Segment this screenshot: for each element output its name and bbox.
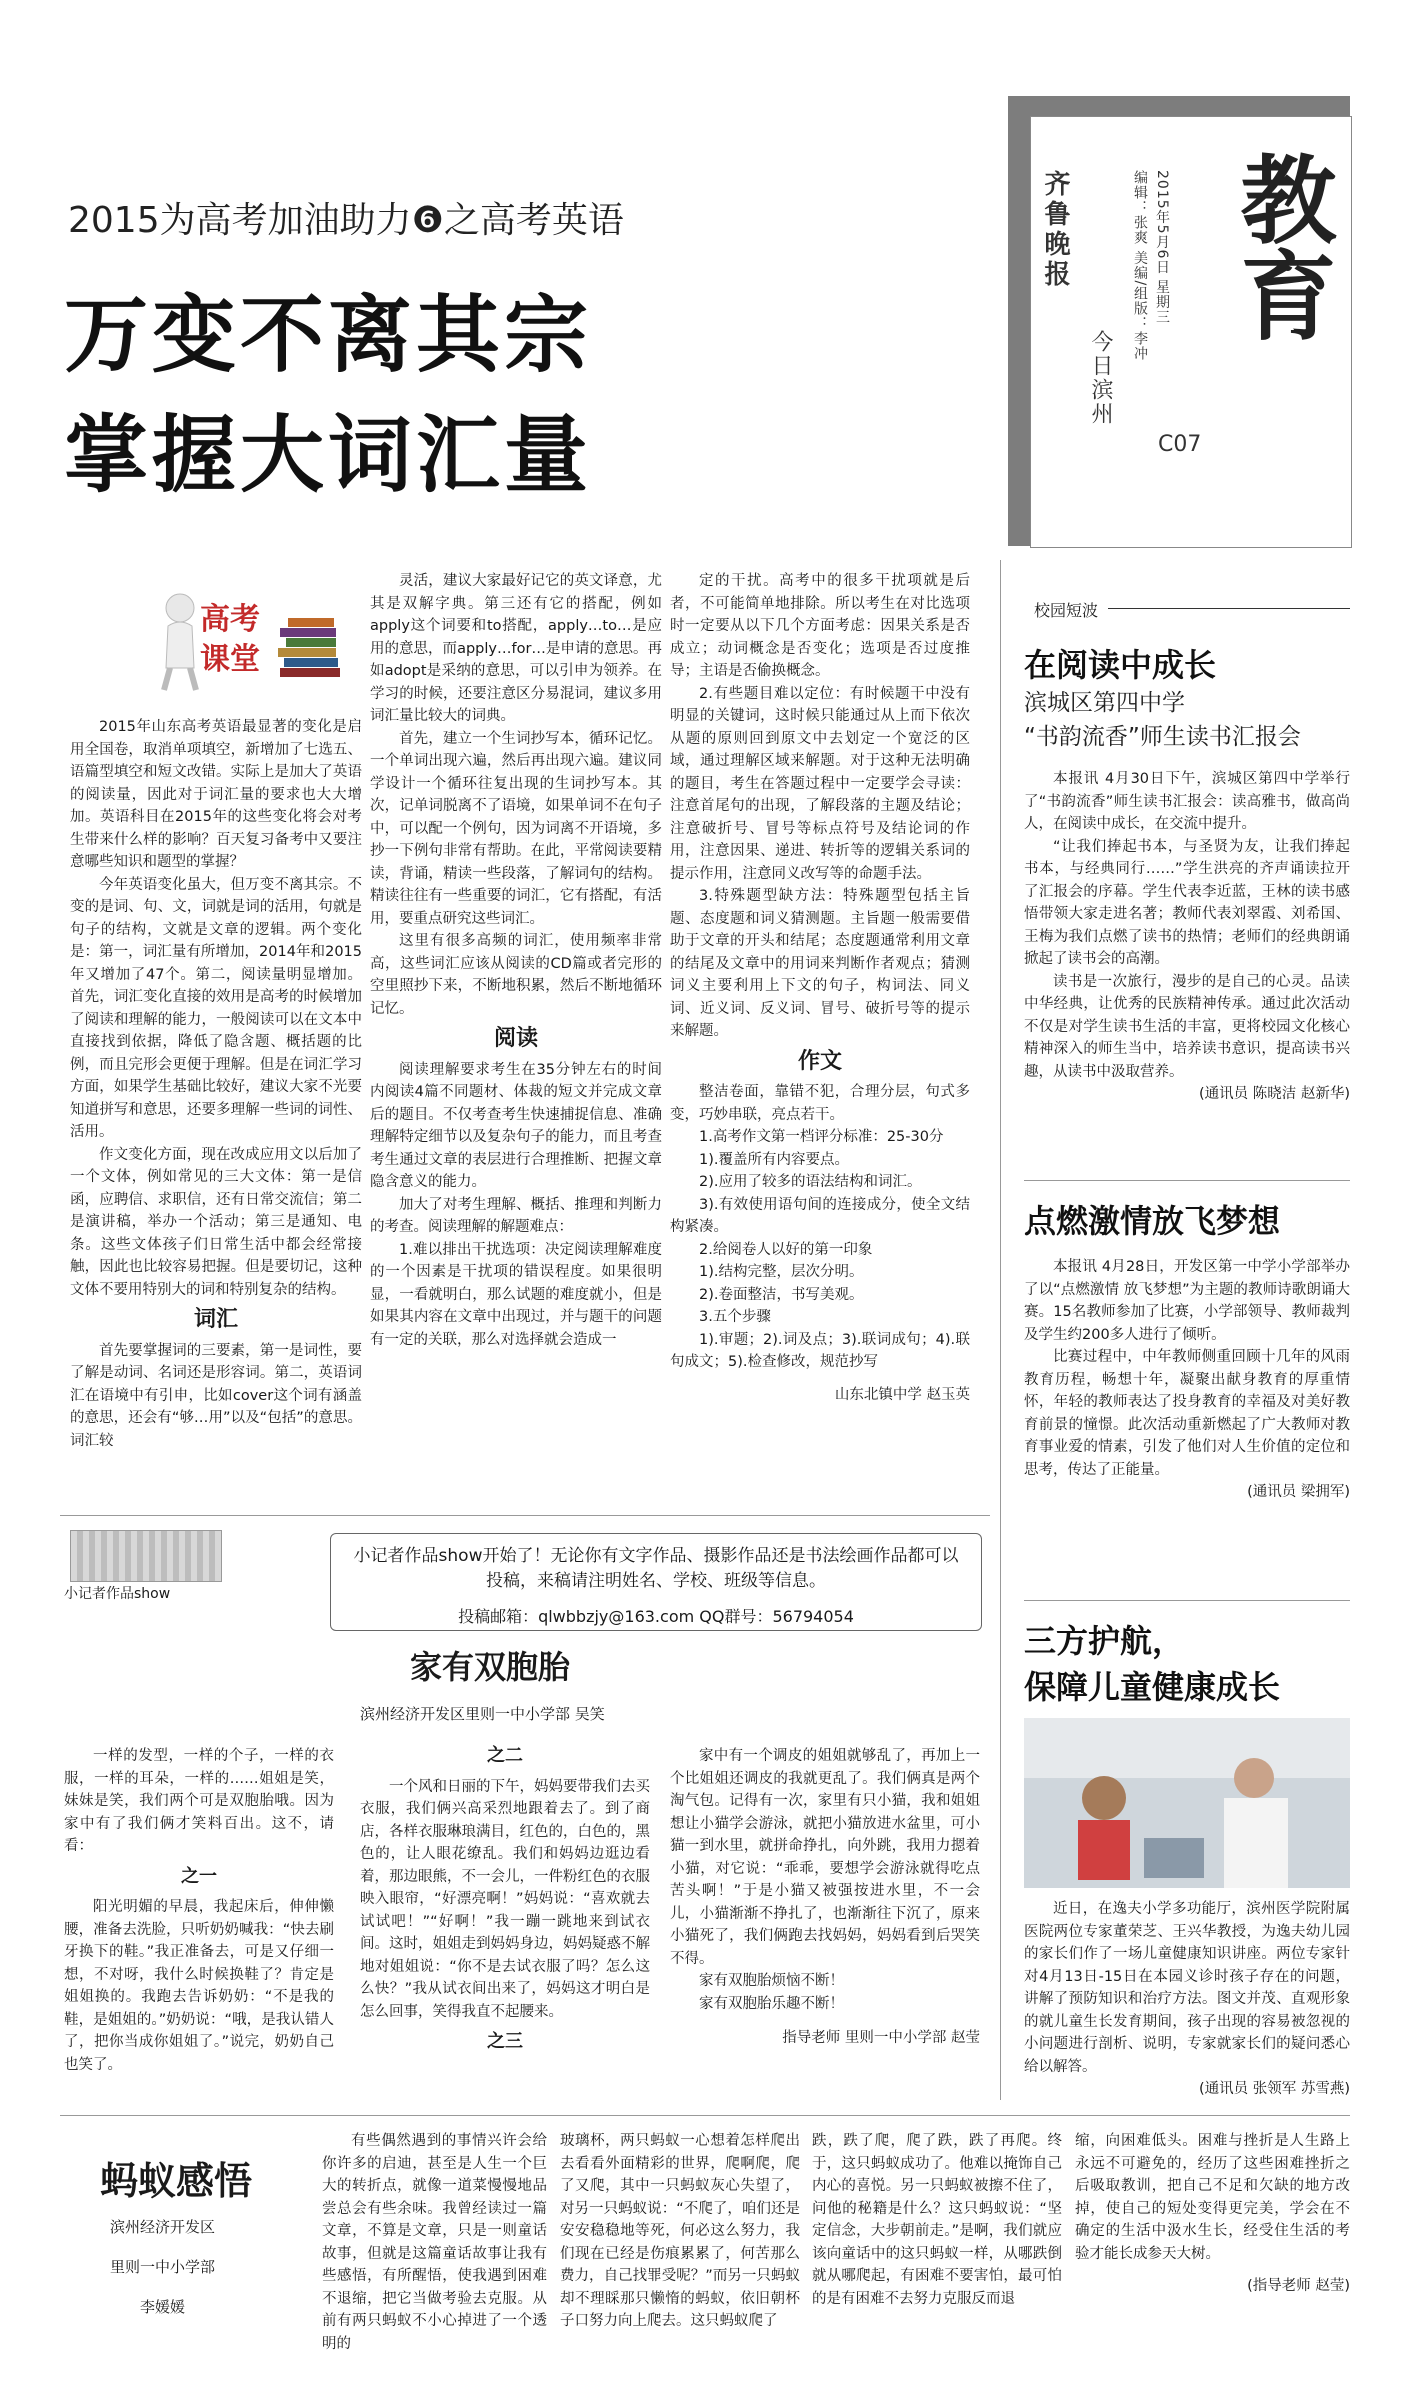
sidebar-story-3 bbox=[1024, 1616, 1350, 2101]
paper-name: 齐鲁晚报 bbox=[1040, 170, 1070, 290]
sidebar-divider bbox=[1000, 560, 1001, 2100]
subheading-writing: 作文 bbox=[797, 1048, 842, 1074]
paragraph: 2).应用了较多的语法结构和词汇。 bbox=[699, 1174, 922, 1190]
twins-teacher: 指导老师 里则一中小学部 赵莹 bbox=[782, 2030, 980, 2046]
paragraph: 灵活，建议大家最好记它的英文译意，尤其是双解字典。第三还有它的搭配，例如apply这个词要和to搭配，apply…to…是应用的意思，而apply…for…是申请的意思。再如adopt是采纳的意思，可以引申为领养。在学习的时候，还要注意区分易混词，建议多用词汇量比较大的词典。 bbox=[370, 573, 662, 724]
story-byline: (通讯员 张领军 苏雪燕) bbox=[1198, 2081, 1350, 2097]
story-title: 保障儿童健康成长 bbox=[1024, 1668, 1281, 1706]
section-divider bbox=[60, 1515, 990, 1516]
series-title: 2015为高考加油助力❻之高考英语 bbox=[68, 200, 624, 241]
editor-credit: 编辑：张爽 美编/组版：李冲 bbox=[1132, 170, 1148, 362]
paragraph: 家有双胞胎烦恼不断！ bbox=[699, 1973, 844, 1989]
issue-date: 2015年5月6日 星期三 bbox=[1154, 170, 1170, 325]
paragraph: 有些偶然遇到的事情兴许会给你许多的启迪，甚至是人生一个巨大的转折点，就像一道菜慢慢地品尝总会有些余味。我曾经读过一篇文章，不算是文章，只是一则童话故事，但就是这篇童话故事让我有些感悟，有所醒悟，使我遇到困难不退缩，把它当做考验去克服。从前有两只蚂蚁不小心掉进了一个透明的 bbox=[322, 2133, 547, 2352]
page-number: C07 bbox=[1158, 432, 1202, 457]
paragraph: 2.给阅卷人以好的第一印象 bbox=[699, 1241, 873, 1258]
ants-column-1 bbox=[322, 2130, 547, 2355]
story-byline: (通讯员 陈晓洁 赵新华) bbox=[1198, 1086, 1350, 1102]
paragraph: 1).覆盖所有内容要点。 bbox=[699, 1151, 849, 1168]
show-label: 小记者作品show bbox=[64, 1586, 171, 1602]
paragraph: 2).卷面整洁，书写美观。 bbox=[699, 1286, 864, 1303]
ants-school: 里则一中小学部 bbox=[110, 2258, 216, 2276]
show-contact: 投稿邮箱：qlwbbzjy@163.com QQ群号：56794054 bbox=[458, 1607, 854, 1626]
ants-column-4 bbox=[1075, 2130, 1350, 2298]
headline-line1: 万变不离其宗 bbox=[64, 285, 593, 384]
paragraph: 首先，建立一个生词抄写本，循环记忆。一个单词出现六遍，然后再出现六遍。建议同学设计一个循环往复出现的生词抄写本。其次，记单词脱离不了语境，如果单词不在句子中，可以配一个例句，因为词离不开语境，多抄一下例句非常有帮助。在此，平常阅读要精读，背诵，精读一些段落，了解词句的结构。精读往往有一些重要的词汇，它有搭配，有活用，要重点研究这些词汇。 bbox=[370, 730, 662, 927]
paragraph: 家有双胞胎乐趣不断！ bbox=[699, 1995, 844, 2012]
paragraph: 定的干扰。高考中的很多干扰项就是后者，不可能简单地排除。所以考生在对比选项时一定要从以下几个方面考虑：因果关系是否成立；动词概念是否变化；选项是否过度推导；主语是否偷换概念。 bbox=[670, 573, 970, 679]
twins-title: 家有双胞胎 bbox=[410, 1648, 571, 1686]
paragraph: 1.难以排出干扰选项：决定阅读理解难度的一个因素是干扰项的错误程度。如果很明显，一看就明白，那么试题的难度就小，但是如果其内容在文章中出现过，并与题干的问题有一定的关联，那么对选择就会造成一 bbox=[370, 1241, 662, 1348]
section-marker: 之三 bbox=[487, 2031, 523, 2052]
paragraph: 近日，在逸夫小学多功能厅，滨州医学院附属医院两位专家董荣芝、王兴华教授，为逸夫幼儿园的家长们作了一场儿童健康知识讲座。两位专家针对4月13日-15日在本园义诊时孩子存在的问题，讲解了预防知识和治疗方法。图文并茂、直观形象的就儿童生长发育期间，孩子出现的容易被忽视的小问题进行剖析、说明，专家就家长们的疑问悉心给以解答。 bbox=[1024, 1901, 1350, 2075]
paragraph: 1.高考作文第一档评分标准：25-30分 bbox=[699, 1129, 944, 1145]
story-title: 在阅读中成长 bbox=[1024, 646, 1217, 684]
paragraph: 2015年山东高考英语最显著的变化是启用全国卷，取消单项填空，新增加了七选五、语篇型填空和短文改错。实际上是加大了英语的阅读量，因此对于词汇量的要求也大大增加。英语科目在2015年的这些变化将会对考生带来什么样的影响？百天复习备考中又要注意哪些知识和题型的掌握？ bbox=[70, 719, 362, 870]
paragraph: 比赛过程中，中年教师侧重回顾十几年的风雨教育历程，畅想十年，凝聚出献身教育的厚重情怀，年轻的教师表达了投身教育的幸福及对美好教育前景的憧憬。此次活动重新燃起了广大教师对教育事业爱的情素，引发了他们对人生价值的定位和思考，传达了正能量。 bbox=[1024, 1349, 1350, 1478]
ants-author: 李媛媛 bbox=[140, 2298, 186, 2316]
subheading-reading: 阅读 bbox=[493, 1026, 538, 1051]
paragraph: 3.五个步骤 bbox=[699, 1309, 771, 1325]
paragraph: 3).有效使用语句间的连接成分，使全文结构紧凑。 bbox=[670, 1196, 970, 1235]
ants-column-2 bbox=[560, 2130, 800, 2333]
show-icon bbox=[70, 1530, 222, 1582]
story-byline: (通讯员 梁拥军) bbox=[1247, 1484, 1350, 1500]
ants-column-3 bbox=[812, 2130, 1062, 2310]
ants-school: 滨州经济开发区 bbox=[110, 2218, 216, 2236]
paragraph: 本报讯 4月28日，开发区第一中学小学部举办了以“点燃激情 放飞梦想”为主题的教师诗歌朗诵大赛。15名教师参加了比赛，小学部领导、教师裁判及学生约200多人进行了倾听。 bbox=[1024, 1259, 1350, 1343]
twins-column-1 bbox=[64, 1745, 334, 2076]
paragraph: 这里有很多高频的词汇，使用频率非常高，这些词汇应该从阅读的CD篇或者完形的空里照抄下来，不断地积累，然后不断地循环记忆。 bbox=[370, 933, 662, 1017]
section-title: 教育 bbox=[1225, 150, 1338, 342]
sidebar-label: 校园短波 bbox=[1024, 598, 1108, 621]
paragraph: 首先要掌握词的三要素，第一是词性，要了解是动词、名词还是形容词。第二，英语词汇在语境中有引申，比如cover这个词有涵盖的意思，还会有“够…用”以及“包括”的意思。词汇较 bbox=[70, 1342, 362, 1449]
paragraph: 跌，跌了爬，爬了跌，跌了再爬。终于，这只蚂蚁成功了。他难以掩饰自己内心的喜悦。另一只蚂蚁被擦不住了，问他的秘籍是什么？这只蚂蚁说：“坚定信念，大步朝前走。”是啊，我们就应该向童话中的这只蚂蚁一样，从哪跌倒就从哪爬起，有困难不要害怕，最可怕的是有困难不去努力克服反而退 bbox=[812, 2133, 1062, 2307]
paragraph: 阅读理解要求考生在35分钟左右的时间内阅读4篇不同题材、体裁的短文并完成文章后的题目。不仅考查考生快速捕捉信息、准确理解特定细节以及复杂句子的能力，而且考查考生通过文章的表层进行合理推断、把握文章隐含意义的能力。 bbox=[370, 1061, 662, 1190]
paragraph: 一个风和日丽的下午，妈妈要带我们去买衣服，我们俩兴高采烈地跟着去了。到了商店，各样衣服琳琅满目，红色的，白色的，黑色的，让人眼花缭乱。我们和妈妈边逛边看着，那边眼熊，不一会儿，一件粉红色的衣服映入眼帘，“好漂亮啊！”妈妈说：“喜欢就去试试吧！”“好啊！”我一蹦一跳地来到试衣间。这时，姐姐走到妈妈身边，妈妈疑惑不解地对姐姐说：“你不是去试衣服了吗？怎么这么快？”我从试衣间出来了，妈妈这才明白是怎么回事，笑得我直不起腰来。 bbox=[360, 1778, 650, 2020]
paragraph: 加大了对考生理解、概括、推理和判断力的考查。阅读理解的解题难点： bbox=[370, 1196, 662, 1235]
section-marker: 之一 bbox=[181, 1865, 217, 1887]
headline-line2: 掌握大词汇量 bbox=[64, 405, 593, 504]
paragraph: 玻璃杯，两只蚂蚁一心想着怎样爬出去看看外面精彩的世界，爬啊爬，爬了又爬，其中一只蚂蚁灰心失望了，对另一只蚂蚁说：“不爬了，咱们还是安安稳稳地等死，何必这么努力，我们现在已经是伤痕累累了，何苦那么费力，自己找罪受呢？”而另一只蚂蚁却不理睬那只懒惰的蚂蚁，依旧朝杯子口努力向上爬去。这只蚂蚁爬了 bbox=[560, 2133, 800, 2329]
twins-byline: 滨州经济开发区里则一中小学部 吴笑 bbox=[360, 1705, 605, 1723]
ants-title: 蚂蚁感悟 bbox=[100, 2158, 253, 2203]
ants-teacher: (指导老师 赵莹) bbox=[1247, 2278, 1350, 2294]
paragraph: 今年英语变化虽大，但万变不离其宗。不变的是词、句、文，词就是词的活用，句就是句子的结构，文就是文章的逻辑。两个变化是：第一，词汇量有所增加，2014年和2015年又增加了47个。第二，阅读量明显增加。首先，词汇变化直接的效用是高考的时候增加了阅读和理解的能力，一般阅读可以在文本中直接找到依据，降低了隐含题、概括题的比例，而且完形会更便于理解。但是在词汇学习方面，如果学生基础比较好，建议大家不光要知道拼写和意思，还要多理解一些词的词性、活用。 bbox=[70, 876, 362, 1140]
subheading-vocab: 词汇 bbox=[193, 1307, 238, 1332]
sidebar-story-1 bbox=[1024, 640, 1350, 1106]
article-signature: 山东北镇中学 赵玉英 bbox=[834, 1386, 970, 1403]
paragraph: 一样的发型，一样的个子，一样的衣服，一样的耳朵，一样的……姐姐是笑，妹妹是笑，我们两个可是双胞胎哦。因为家中有了我们俩才笑料百出。这不，请看： bbox=[64, 1748, 334, 1854]
logo-text: 高考课堂 bbox=[200, 602, 260, 677]
show-text: 小记者作品show开始了！无论你有文字作品、摄影作品还是书法绘画作品都可以投稿，来稿请注明姓名、学校、班级等信息。 bbox=[353, 1546, 959, 1591]
show-banner bbox=[330, 1533, 982, 1631]
story-title: 点燃激情放飞梦想 bbox=[1024, 1202, 1281, 1240]
sidebar-divider-h bbox=[1024, 1180, 1350, 1181]
paragraph: 阳光明媚的早晨，我起床后，伸伸懒腰，准备去洗脸，只听奶奶喊我：“快去刷牙换下的鞋。”我正准备去，可是又仔细一想，不对呀，我什么时候换鞋了？肯定是姐姐换的。我跑去告诉奶奶：“不是我的鞋，是姐姐的。”奶奶说：“哦，是我认错人了，把你当成你姐姐了。”说完，奶奶自己也笑了。 bbox=[64, 1899, 334, 2073]
article-column-1 bbox=[70, 716, 362, 1452]
story-photo bbox=[1024, 1718, 1350, 1888]
paragraph: 2.有些题目难以定位：有时候题干中没有明显的关键词，这时候只能通过从上而下依次从题的原则回到原文中去划定一个宽泛的区域，通过理解区域来解题。对于这种无法明确的题目，考生在答题过程中一定要学会寻读：注意首尾句的出现，了解段落的主题及结论；注意破折号、冒号等标点符号及结论词的作用，注意因果、递进、转折等的逻辑关系词的提示作用，注意同义改写等的命题手法。 bbox=[670, 685, 970, 882]
article-column-3 bbox=[670, 570, 970, 1406]
sidebar-divider-h bbox=[1024, 1600, 1350, 1601]
article-column-2 bbox=[370, 570, 662, 1351]
paragraph: 作文变化方面，现在改成应用文以后加了一个文体，例如常见的三大文体：第一是信函，应聘信、求职信，还有日常交流信；第二是演讲稿，举办一个活动；第三是通知、电条。这些文体孩子们日常生活中都会经常接触，因此也比较容易把握。但是要切记，这种文体不要用特别大的词和特别复杂的结构。 bbox=[70, 1146, 362, 1298]
paragraph: 缩，向困难低头。困难与挫折是人生路上永远不可避免的，经历了这些困难挫折之后吸取教训，把自己不足和欠缺的地方改掉，使自己的短处变得更完美，学会在不确定的生活中汲水生长，经受住生活的考验才能长成参天大树。 bbox=[1075, 2133, 1350, 2262]
story-title: 三方护航， bbox=[1024, 1622, 1185, 1660]
paragraph: 1).结构完整，层次分明。 bbox=[699, 1264, 864, 1280]
paragraph: “让我们捧起书本，与圣贤为友，让我们捧起书本，与经典同行……”学生洪亮的齐声诵读拉开了汇报会的序幕。学生代表李近蓝，王林的读书感悟带领大家走进名著；教师代表刘翠霞、刘希国、王梅为我们点燃了读书的热情；老师们的经典朗诵掀起了读书会的高潮。 bbox=[1024, 838, 1350, 967]
sidebar-story-2 bbox=[1024, 1196, 1350, 1504]
twins-column-2 bbox=[360, 1745, 650, 2062]
paragraph: 3.特殊题型缺方法：特殊题型包括主旨题、态度题和词义猜测题。主旨题一般需要借助于文章的开头和结尾；态度题通常利用文章的结尾及文章中的用词来判断作者观点；猜测词义主要利用上下文的句子，构词法、同义词、近义词、反义词、冒号、破折号等的提示来解题。 bbox=[670, 888, 970, 1039]
paragraph: 整洁卷面，靠错不犯，合理分层，句式多变，巧妙串联，亮点若干。 bbox=[670, 1084, 970, 1123]
edition-name: 今日滨州 bbox=[1088, 330, 1113, 426]
paragraph: 1).审题；2).词及点；3).联词成句；4).联句成文；5).检查修改，规范抄写 bbox=[670, 1331, 970, 1370]
paragraph: 读书是一次旅行，漫步的是自己的心灵。品读中华经典，让优秀的民族精神传承。通过此次活动不仅是对学生读书生活的丰富，更将校园文化核心精神深入的师生当中，培养读书意识，提高读书兴趣，从读书中汲取营养。 bbox=[1024, 973, 1350, 1080]
section-marker: 之二 bbox=[487, 1745, 523, 1766]
story-subtitle: 滨城区第四中学 bbox=[1024, 690, 1185, 716]
paragraph: 家中有一个调皮的姐姐就够乱了，再加上一个比姐姐还调皮的我就更乱了。我们俩真是两个淘气包。记得有一次，家里有只小猫，我和姐姐想让小猫学会游泳，就把小猫放进水盆里，可小猫一到水里，就拼命挣扎，向外跳，我用力摁着小猫，对它说：“乖乖，要想学会游泳就得吃点苦头啊！”于是小猫又被强按进水里，不一会儿，小猫渐渐不挣扎了，也渐渐往下沉了，原来小猫死了，我们俩跑去找妈妈，妈妈看到后哭笑不得。 bbox=[670, 1748, 980, 1967]
story-subtitle: “书韵流香”师生读书汇报会 bbox=[1024, 724, 1301, 750]
section-divider bbox=[60, 2115, 1350, 2116]
twins-column-3 bbox=[670, 1745, 980, 2050]
paragraph: 本报讯 4月30日下午，滨城区第四中学举行了“书韵流香”师生读书汇报会：读高雅书，做高尚人，在阅读中成长，在交流中提升。 bbox=[1024, 771, 1350, 832]
